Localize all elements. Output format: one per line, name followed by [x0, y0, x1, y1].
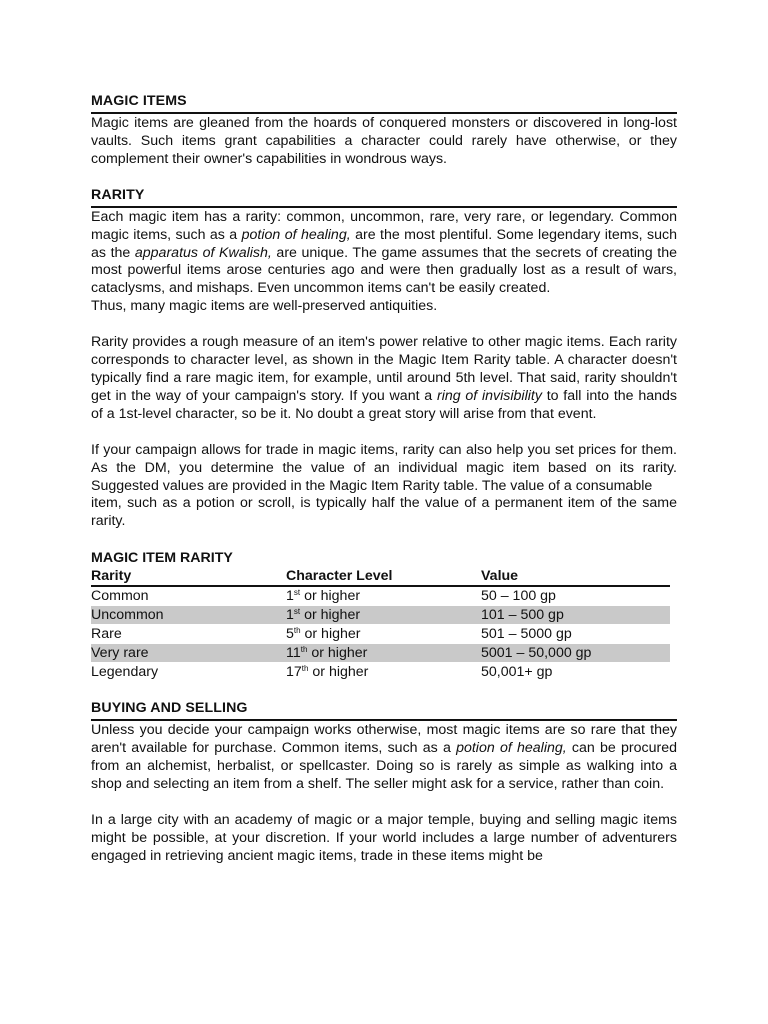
- buying-paragraph-1: Unless you decide your campaign works otherwise, most magic items are so rare that they aren't available for purchase. Common items, such as a potion of healing, can be procured from an alchemist, herbalist, or spellcaster. Doing so is rarely as simple as walking into a shop and selecting an item from a shelf. The seller might ask for a service, rather than coin.: [91, 722, 677, 792]
- buying-selling-heading: BUYING AND SELLING: [91, 700, 248, 717]
- rarity-cell: Rare: [91, 625, 286, 644]
- rarity-paragraph-1: Each magic item has a rarity: common, uncommon, rare, very rare, or legendary. Common magic items, such as a potion of healing, are the most plentiful. Some legendary items, such as the apparatus of Kwalish, are unique. The game assumes that the secrets of creating the most powerful items arose centuries ago and were then gradually lost as a result of wars, cataclysms, and mishaps. Even uncommon items can't be easily created.: [91, 208, 677, 297]
- magic-items-paragraph: Magic items are gleaned from the hoards of conquered monsters or discovered in long-lost vaults. Such items grant capabilities a character could rarely have otherwise, or they complement their owner's capabilities in wondrous ways.: [91, 115, 677, 167]
- column-header-character-level: Character Level: [286, 567, 481, 586]
- table-row: [91, 606, 670, 625]
- level-cell: 11th or higher: [286, 644, 481, 663]
- buying-paragraph-2: In a large city with an academy of magic or a major temple, buying and selling magic items might be possible, at your discretion. If your world includes a large number of adventurers engaged in retrieving ancient magic items, trade in these items might be: [91, 811, 677, 864]
- table-header-row: [91, 567, 670, 586]
- level-cell: 17th or higher: [286, 663, 481, 682]
- rarity-cell: Very rare: [91, 644, 286, 663]
- level-cell: 5th or higher: [286, 625, 481, 644]
- rarity-paragraph-2: Rarity provides a rough measure of an item's power relative to other magic items. Each rarity corresponds to character level, as shown in the Magic Item Rarity table. A character doesn't typically find a rare magic item, for example, until around 5th level. That said, rarity shouldn't get in the way of your campaign's story. If you want a ring of invisibility to fall into the hands of a 1st-level character, so be it. No doubt a great story will arise from that event.: [91, 334, 677, 422]
- potion-of-healing-term: potion of healing,: [241, 226, 351, 243]
- value-cell: 50,001+ gp: [481, 663, 670, 682]
- column-header-rarity: Rarity: [91, 567, 286, 586]
- rarity-paragraph-1-continued: Thus, many magic items are well-preserved antiquities.: [91, 298, 438, 315]
- potion-of-healing-term: potion of healing,: [456, 740, 567, 757]
- value-cell: 50 – 100 gp: [481, 586, 670, 606]
- rarity-paragraph-3-continued: item, such as a potion or scroll, is typically half the value of a permanent item of the same rarity.: [91, 495, 677, 530]
- rarity-cell: Uncommon: [91, 606, 286, 625]
- heading-rule: [91, 719, 677, 721]
- apparatus-of-kwalish-term: apparatus of Kwalish,: [134, 244, 272, 261]
- rarity-paragraph-3: If your campaign allows for trade in magic items, rarity can also help you set prices for them. As the DM, you determine the value of an individual magic item based on its rarity. Suggested values are provided in the Magic Item Rarity table. The value of a consumable: [91, 441, 677, 494]
- rarity-heading: RARITY: [91, 186, 145, 203]
- rarity-cell: Common: [91, 586, 286, 606]
- value-cell: 101 – 500 gp: [481, 606, 670, 625]
- column-header-value: Value: [481, 567, 670, 586]
- value-cell: 5001 – 50,000 gp: [481, 644, 670, 663]
- level-cell: 1st or higher: [286, 586, 481, 606]
- table-row: [91, 586, 670, 606]
- level-cell: 1st or higher: [286, 606, 481, 625]
- ring-of-invisibility-term: ring of invisibility: [436, 387, 542, 404]
- magic-items-heading: MAGIC ITEMS: [91, 93, 187, 109]
- rarity-cell: Legendary: [91, 663, 286, 682]
- table-row: [91, 663, 670, 682]
- table-title: MAGIC ITEM RARITY: [91, 550, 233, 567]
- magic-item-rarity-table: [91, 567, 670, 682]
- table-row: [91, 644, 670, 663]
- table-row: [91, 625, 670, 644]
- value-cell: 501 – 5000 gp: [481, 625, 670, 644]
- text-column: [91, 93, 677, 866]
- heading-rule: [91, 112, 677, 114]
- heading-rule: [91, 206, 677, 208]
